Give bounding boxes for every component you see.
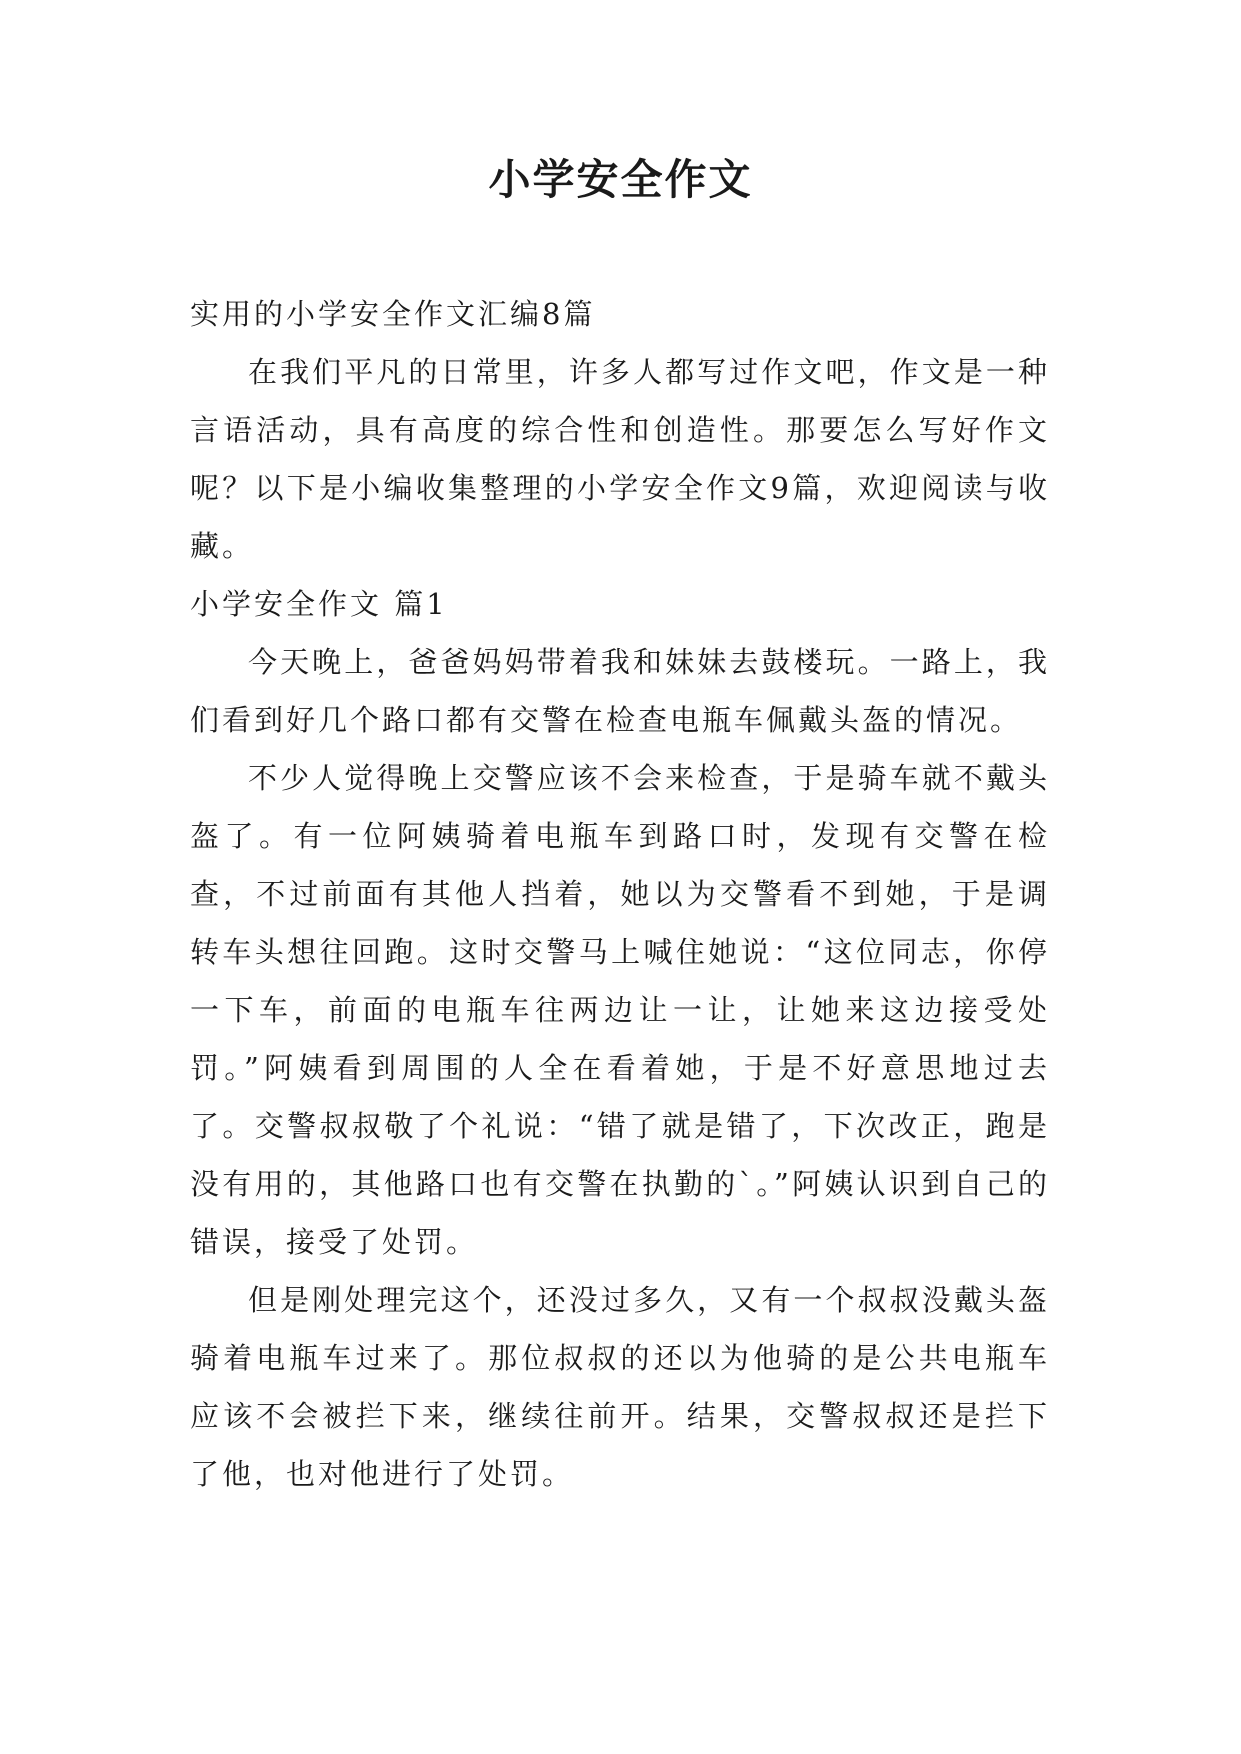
body-paragraph-1: 今天晚上，爸爸妈妈带着我和妹妹去鼓楼玩。一路上，我们看到好几个路口都有交警在检查电瓶车佩戴头盔的情况。 — [190, 645, 1050, 737]
document-subtitle: 实用的小学安全作文汇编8篇 — [190, 297, 596, 331]
body-paragraph-3: 但是刚处理完这个，还没过多久，又有一个叔叔没戴头盔骑着电瓶车过来了。那位叔叔的还以为他骑的是公共电瓶车应该不会被拦下来，继续往前开。结果，交警叔叔还是拦下了他，也对他进行了处罚。 — [190, 1283, 1050, 1491]
document-body — [190, 285, 1050, 1503]
section-heading: 小学安全作文 篇1 — [190, 587, 448, 621]
body-paragraph-2: 不少人觉得晚上交警应该不会来检查，于是骑车就不戴头盔了。有一位阿姨骑着电瓶车到路口时，发现有交警在检查，不过前面有其他人挡着，她以为交警看不到她，于是调转车头想往回跑。这时交警马上喊住她说：“这位同志，你停一下车，前面的电瓶车往两边让一让，让她来这边接受处罚。”阿姨看到周围的人全在看着她，于是不好意思地过去了。交警叔叔敬了个礼说：“错了就是错了，下次改正，跑是没有用的，其他路口也有交警在执勤的`。”阿姨认识到自己的错误，接受了处罚。 — [190, 761, 1050, 1259]
document-title: 小学安全作文 — [488, 155, 753, 204]
intro-paragraph: 在我们平凡的日常里，许多人都写过作文吧，作文是一种言语活动，具有高度的综合性和创造性。那要怎么写好作文呢？以下是小编收集整理的小学安全作文9篇，欢迎阅读与收藏。 — [190, 355, 1050, 563]
